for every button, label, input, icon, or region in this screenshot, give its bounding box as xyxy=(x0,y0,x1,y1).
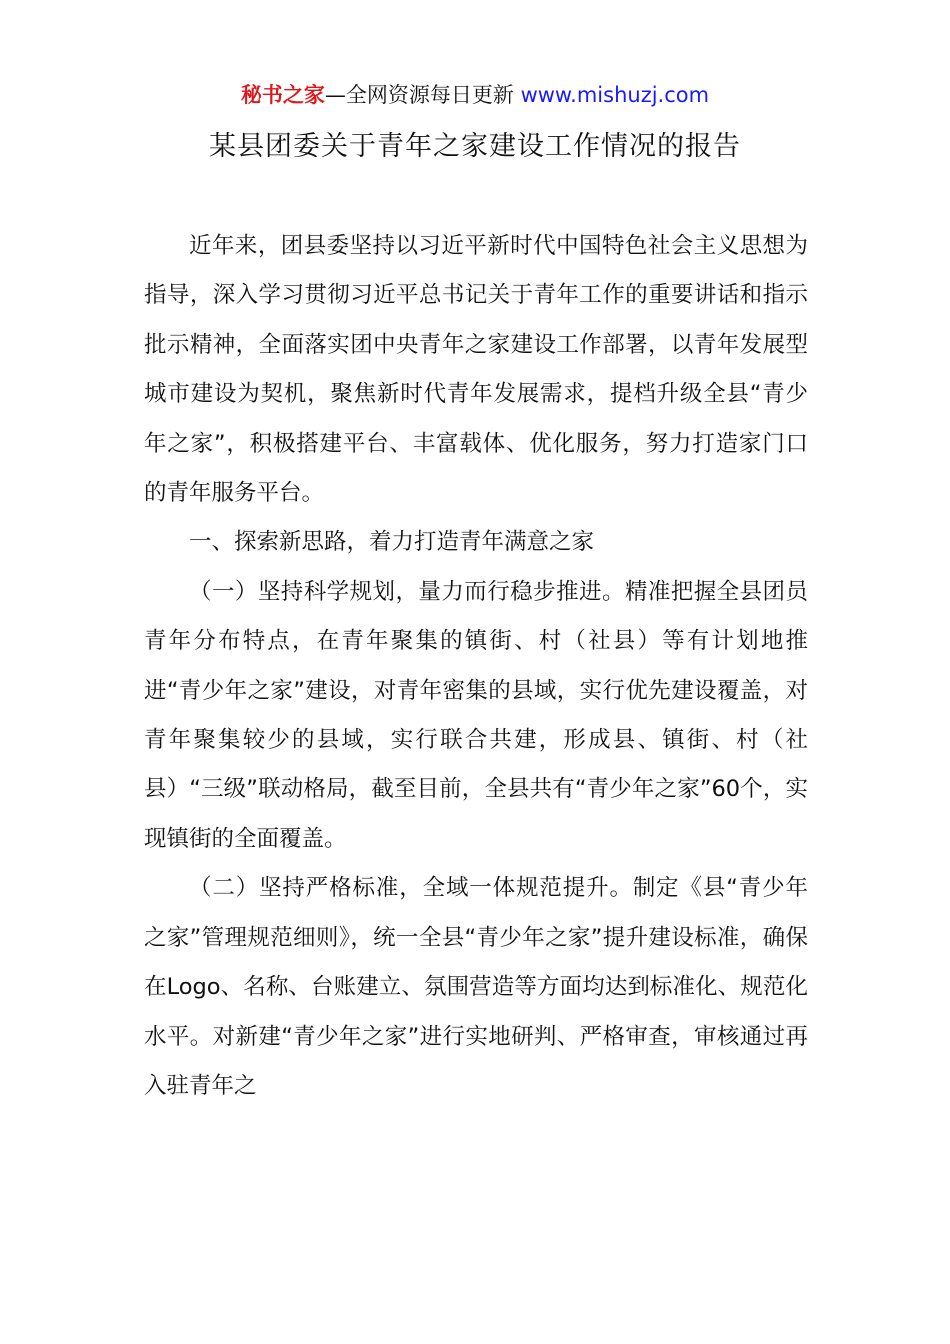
document-body xyxy=(144,222,808,1111)
brand-name: 秘书之家 xyxy=(240,83,325,107)
header-tagline: —全网资源每日更新 xyxy=(324,83,521,107)
body-paragraph: （一）坚持科学规划，量力而行稳步推进。精准把握全县团员青年分布特点，在青年聚集的镇街、村（社县）等有计划地推进“青少年之家”建设，对青年密集的县域，实行优先建设覆盖，对青年聚集较少的县域，实行联合共建，形成县、镇街、村（社县）“三级”联动格局，截至目前，全县共有“青少年之家”60个，实现镇街的全面覆盖。 xyxy=(144,578,808,852)
site-header xyxy=(0,78,950,112)
site-url-link[interactable]: www.mishuzj.com xyxy=(520,83,710,107)
body-paragraph: （二）坚持严格标准，全域一体规范提升。制定《县“青少年之家”管理规范细则》，统一全县“青少年之家”提升建设标准，确保在Logo、名称、台账建立、氛围营造等方面均达到标准化、规范化水平。对新建“青少年之家”进行实地研判、严格审查，审核通过再入驻青年之 xyxy=(144,875,808,1099)
document-title: 某县团委关于青年之家建设工作情况的报告 xyxy=(209,131,741,162)
intro-paragraph: 近年来，团县委坚持以习近平新时代中国特色社会主义思想为指导，深入学习贯彻习近平总书记关于青年工作的重要讲话和指示批示精神，全面落实团中央青年之家建设工作部署，以青年发展型城市建设为契机，聚焦新时代青年发展需求，提档升级全县“青少年之家”，积极搭建平台、丰富载体、优化服务，努力打造家门口的青年服务平台。 xyxy=(144,233,808,507)
section-heading: 一、探索新思路，着力打造青年满意之家 xyxy=(189,529,595,556)
